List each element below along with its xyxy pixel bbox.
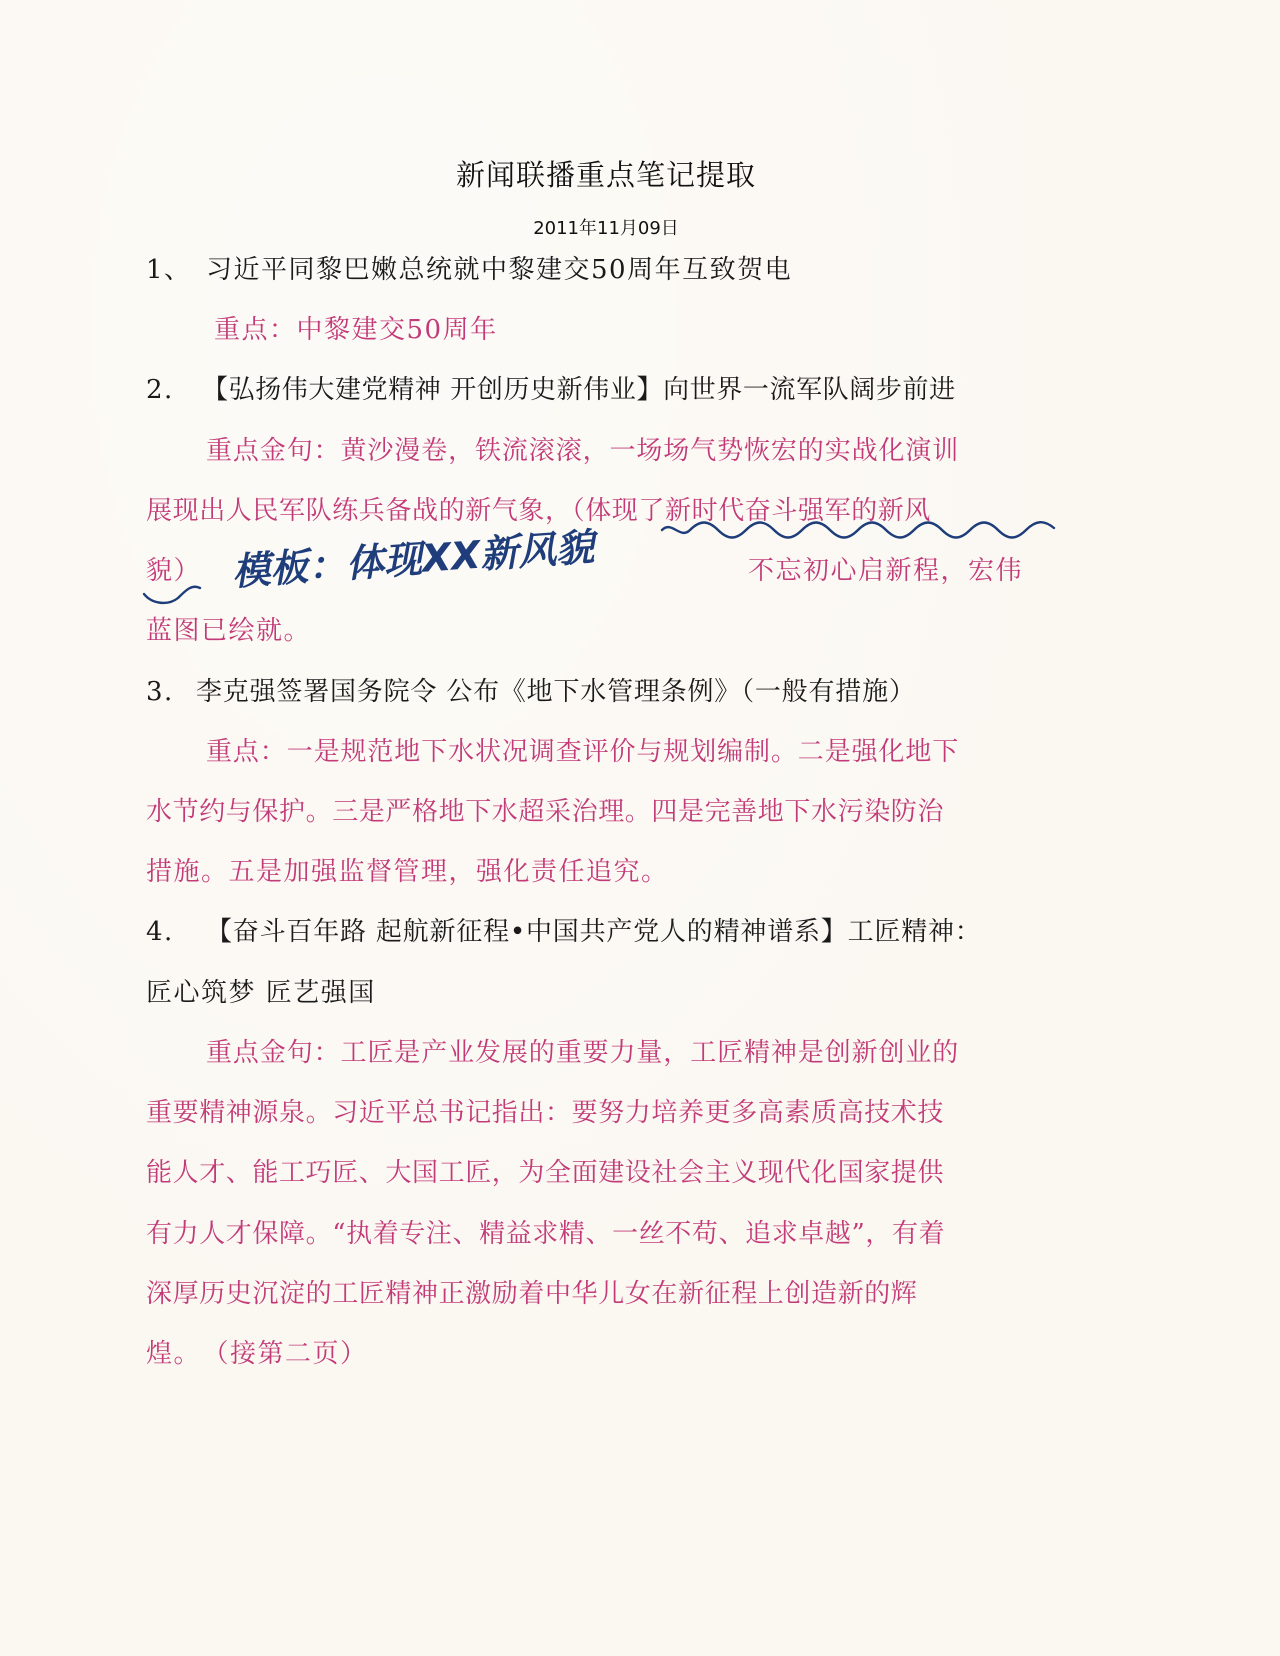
item-2-note-line-1: 重点金句：黄沙漫卷，铁流滚滚，一场场气势恢宏的实战化演训 [206,436,960,466]
item-2-headline: 【弘扬伟大建党精神 开创历史新伟业】向世界一流军队阔步前进 [202,375,956,405]
item-4-headline-line-1: 【奋斗百年路 起航新征程•中国共产党人的精神谱系】工匠精神： [206,917,982,947]
item-3-note-line-2: 水节约与保护。三是严格地下水超采治理。四是完善地下水污染防治 [146,797,945,827]
item-4-note-line-2: 重要精神源泉。习近平总书记指出：要努力培养更多高素质高技术技 [146,1098,945,1128]
item-4-note-line-1: 重点金句：工匠是产业发展的重要力量，工匠精神是创新创业的 [206,1038,960,1068]
item-4-note-line-3: 能人才、能工巧匠、大国工匠，为全面建设社会主义现代化国家提供 [146,1158,945,1188]
item-2-note-line-2: 展现出人民军队练兵备战的新气象，（体现了新时代奋斗强军的新风 [146,496,932,526]
item-4-note-line-5: 深厚历史沉淀的工匠精神正激励着中华儿女在新征程上创造新的辉 [146,1279,918,1309]
item-4-headline-line-2: 匠心筑梦 匠艺强国 [146,978,376,1008]
handwritten-template-note: 模板：体现XX新风貌 [230,524,596,594]
item-4-note-line-6: 煌。 （接第二页） [146,1339,368,1369]
item-2-number: 2. [146,375,174,405]
page-date: 2011年11月09日 [533,218,679,239]
page-title: 新闻联播重点笔记提取 [455,158,756,192]
item-4-note-line-4: 有力人才保障。“执着专注、精益求精、一丝不苟、追求卓越”，有着 [146,1219,946,1249]
item-3-note-line-1: 重点：一是规范地下水状况调查评价与规划编制。二是强化地下 [206,737,960,767]
item-3-note-line-3: 措施。五是加强监督管理，强化责任追究。 [146,857,669,887]
item-2-note-line-3: 貌） [146,556,202,586]
item-3-number: 3. [146,677,174,707]
item-2-note-line-4: 蓝图已绘就。 [146,616,312,646]
item-1-number: 1、 [146,255,192,285]
item-1-note: 重点：中黎建交50周年 [214,315,498,345]
item-3-headline: 李克强签署国务院令 公布《地下水管理条例》（一般有措施） [196,677,916,707]
item-1-headline: 习近平同黎巴嫩总统就中黎建交50周年互致贺电 [206,255,793,285]
item-4-number: 4. [146,917,174,947]
item-2-note-line-3b: 不忘初心启新程，宏伟 [748,556,1024,586]
